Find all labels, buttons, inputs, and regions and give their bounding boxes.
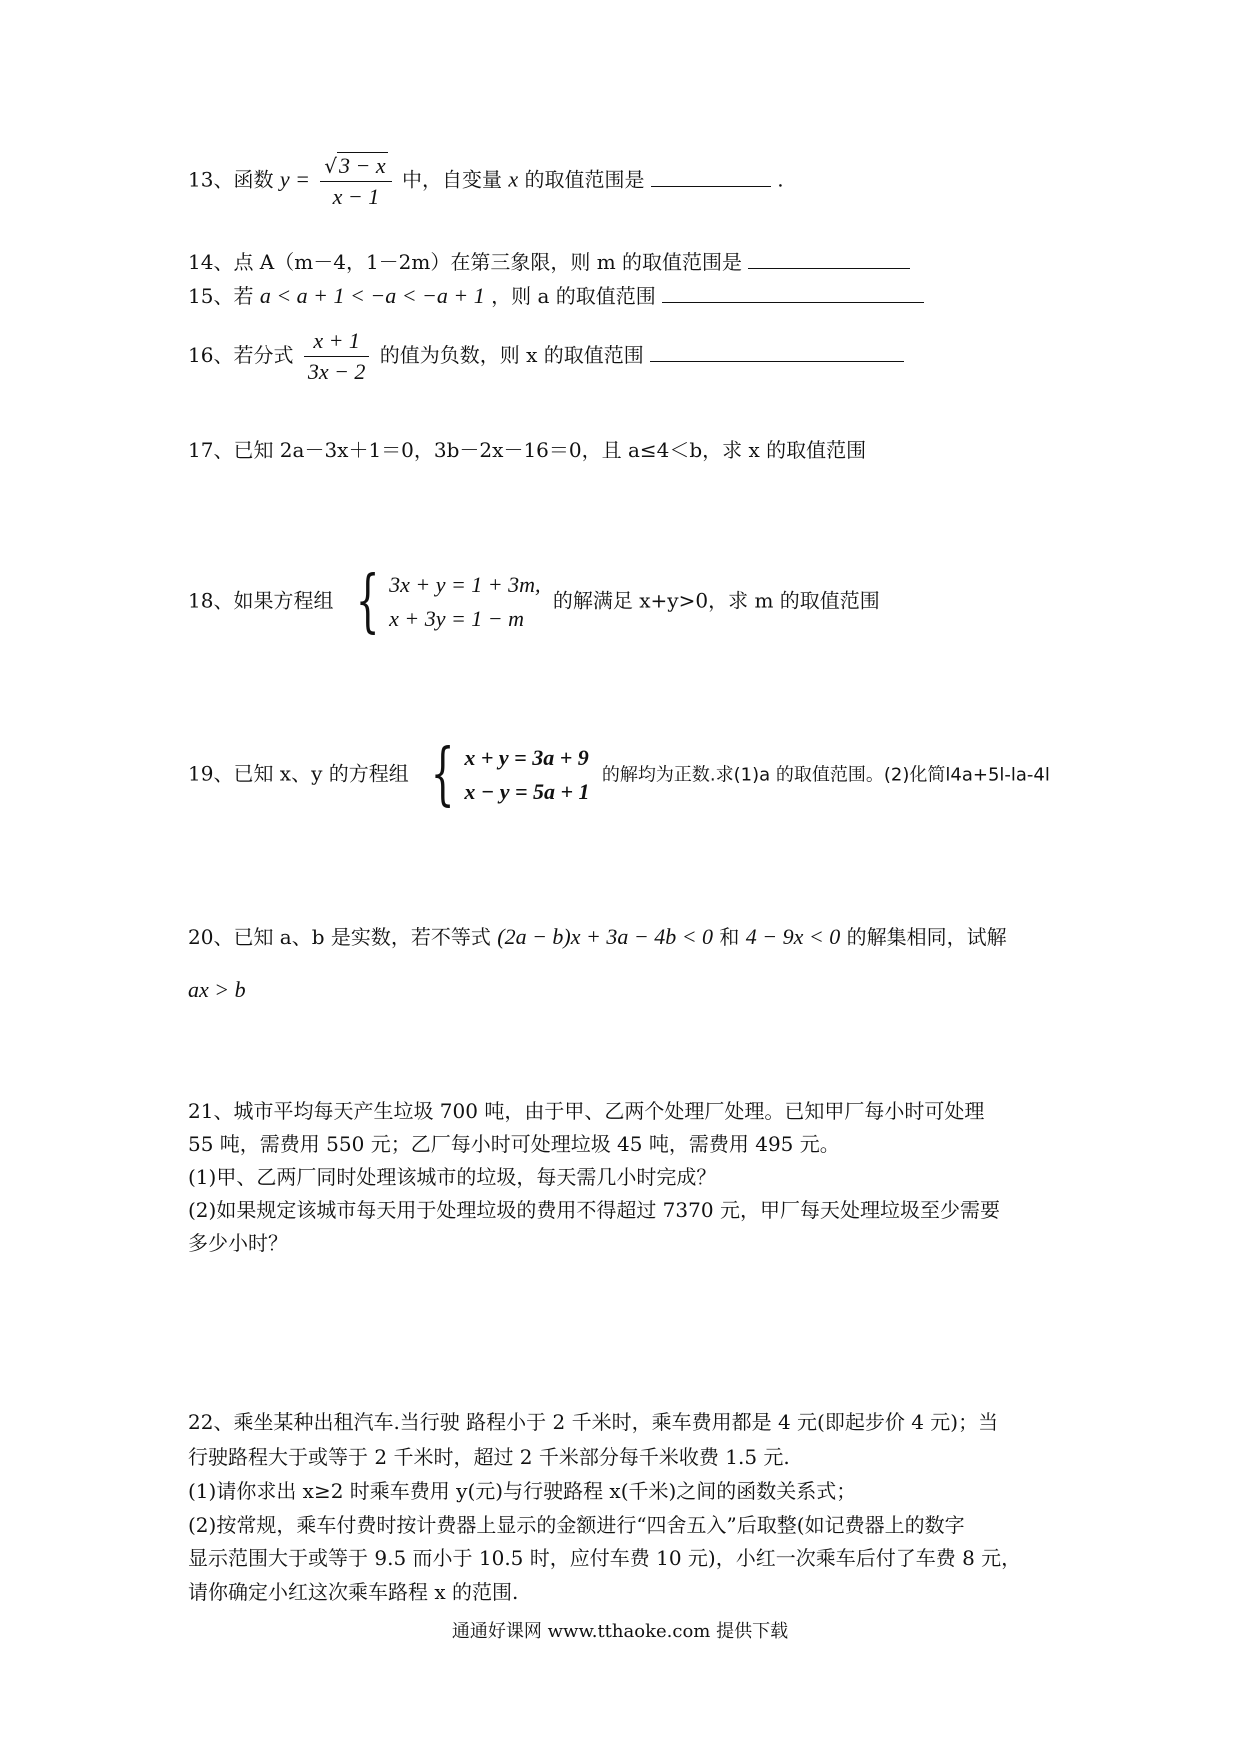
question-20-line-1 (188, 922, 1007, 952)
question-21-line-3: (1)甲、乙两厂同时处理该城市的垃圾，每天需几小时完成？ (188, 1165, 717, 1189)
q15-inequality: a < a + 1 < −a < −a + 1 (259, 283, 485, 308)
q13-tail: 的取值范围是 (524, 167, 645, 192)
q19-eq1: x + y = 3a + 9 (464, 745, 589, 770)
q13-var: x (508, 166, 519, 192)
q13-label: 13、函数 (188, 167, 274, 192)
question-22-line-2: 行驶路程大于或等于 2 千米时，超过 2 千米部分每千米收费 1.5 元. (188, 1445, 790, 1469)
q19-label: 19、已知 x、y 的方程组 (188, 761, 409, 786)
q20-inequality-2: 4 − 9x < 0 (745, 924, 841, 949)
answer-blank (662, 280, 924, 303)
q13-denominator: x − 1 (332, 184, 380, 209)
q19-equation-system (421, 735, 590, 814)
answer-blank (650, 339, 904, 362)
question-21-line-1: 21、城市平均每天产生垃圾 700 吨，由于甲、乙两个处理厂处理。已知甲厂每小时可处理 (188, 1099, 985, 1123)
q18-eq2: x + 3y = 1 − m (389, 606, 525, 631)
q13-numerator: 3 − x (339, 153, 386, 178)
q17-text: 17、已知 2a－3x＋1＝0，3b－2x－16＝0，且 a≤4＜b，求 x 的取值范围 (188, 438, 867, 462)
q15-label: 15、若 (188, 284, 254, 308)
answer-blank (748, 246, 910, 269)
q18-equation-system (346, 562, 541, 641)
q20-inequality-1: (2a − b)x + 3a − 4b < 0 (497, 924, 714, 949)
question-14 (188, 246, 910, 277)
question-22-line-4: (2)按常规，乘车付费时按计费器上显示的金额进行“四舍五入”后取整(如记费器上的数字 (188, 1513, 965, 1537)
q13-fraction (320, 152, 391, 210)
question-22-line-1: 22、乘坐某种出租汽车.当行驶 路程小于 2 千米时，乘车费用都是 4 元(即起步价 4 元)；当 (188, 1410, 999, 1434)
question-19 (188, 735, 1050, 814)
question-21-line-2: 55 吨，需费用 550 元；乙厂每小时可处理垃圾 45 吨，需费用 495 元。 (188, 1132, 840, 1156)
question-21-line-5: 多少小时？ (188, 1231, 288, 1255)
question-15 (188, 280, 924, 311)
q18-eq1: 3x + y = 1 + 3m, (389, 572, 541, 597)
question-20-line-2: ax > b (188, 977, 246, 1002)
question-22-line-3: (1)请你求出 x≥2 时乘车费用 y(元)与行驶路程 x(千米)之间的函数关系式； (188, 1479, 857, 1503)
q19-eq2: x − y = 5a + 1 (464, 779, 590, 804)
q19-tail: 的解均为正数.求(1)a 的取值范围。(2)化简l4a+5l-la-4l (601, 764, 1050, 786)
q16-tail: 的值为负数，则 x 的取值范围 (379, 343, 644, 367)
q13-end: . (777, 167, 784, 192)
question-22-line-5: 显示范围大于或等于 9.5 而小于 10.5 时，应付车费 10 元)，小红一次乘车后付了车费 8 元， (188, 1546, 1022, 1570)
question-16 (188, 328, 904, 385)
question-18 (188, 562, 880, 641)
brace-icon: { (355, 562, 380, 641)
q15-tail: ，则 a 的取值范围 (491, 284, 656, 308)
q18-tail: 的解满足 x+y>0，求 m 的取值范围 (552, 588, 880, 613)
q20-line1-c: 的解集相同，试解 (846, 925, 1007, 949)
question-21-line-4: (2)如果规定该城市每天用于处理垃圾的费用不得超过 7370 元，甲厂每天处理垃圾至少需要 (188, 1198, 1000, 1222)
question-22-line-6: 请你确定小红这次乘车路程 x 的范围. (188, 1580, 519, 1604)
q20-line1-a: 20、已知 a、b 是实数，若不等式 (188, 925, 491, 949)
q16-label: 16、若分式 (188, 343, 294, 367)
q13-middle: 中，自变量 (402, 167, 503, 192)
answer-blank (651, 164, 771, 187)
q14-text: 14、点 A（m－4，1－2m）在第三象限，则 m 的取值范围是 (188, 250, 743, 274)
question-17 (188, 435, 866, 465)
sqrt-sign: √3 − x (324, 153, 386, 178)
q13-y-eq: y = (279, 166, 310, 192)
question-13 (188, 152, 784, 210)
q20-line1-b: 和 (719, 925, 740, 949)
brace-icon: { (430, 735, 455, 814)
q16-fraction (304, 328, 370, 385)
q16-numerator: x + 1 (304, 328, 370, 357)
footer-text: 通通好课网 www.tthaoke.com 提供下载 (451, 1621, 789, 1642)
q16-denominator: 3x − 2 (307, 359, 366, 384)
q18-label: 18、如果方程组 (188, 588, 334, 613)
